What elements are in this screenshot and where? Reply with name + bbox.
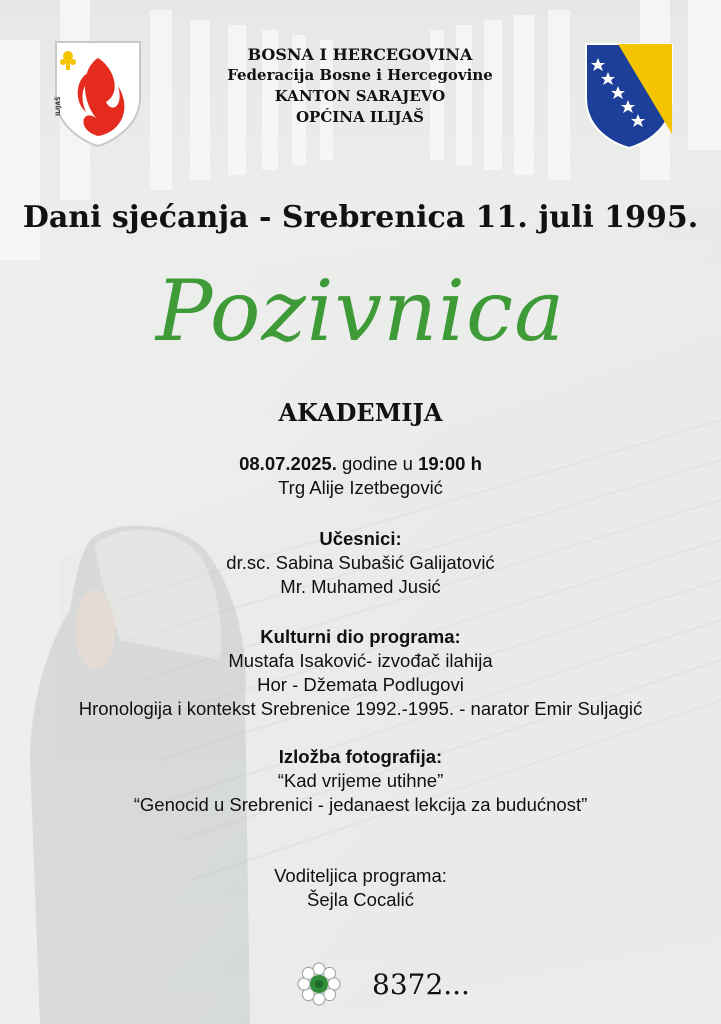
- participant-item: Mr. Muhamed Jusić: [280, 576, 441, 597]
- cultural-item: Hor - Džemata Podlugovi: [257, 674, 464, 695]
- exhibition-item: “Genocid u Srebrenici - jedanaest lekcija za budućnost”: [133, 794, 588, 815]
- event-datetime: [0, 452, 721, 476]
- event-subtitle: AKADEMIJA: [278, 398, 443, 427]
- host-name: Šejla Cocalić: [307, 889, 414, 910]
- participants-heading: Učesnici:: [319, 528, 402, 549]
- victims-count: 8372...: [372, 968, 470, 1001]
- event-date: 08.07.2025.: [239, 453, 337, 474]
- page-title: Dani sjećanja - Srebrenica 11. juli 1995.: [22, 200, 699, 235]
- cultural-item: Hronologija i kontekst Srebrenice 1992.-1995. - narator Emir Suljagić: [78, 698, 643, 719]
- event-date-suffix: godine u: [336, 453, 419, 474]
- event-place: Trg Alije Izetbegović: [278, 477, 443, 498]
- srebrenica-flower-icon: [297, 962, 341, 1006]
- bih-coat-of-arms-icon: [584, 42, 674, 150]
- header-municipality: OPĆINA ILIJAŠ: [295, 108, 425, 126]
- cultural-heading: Kulturni dio programa:: [260, 626, 461, 647]
- invitation-script-title: Pozivnica: [155, 262, 566, 360]
- event-time: 19:00 h: [418, 453, 482, 474]
- header-block: [180, 44, 540, 128]
- cultural-item: Mustafa Isaković- izvođač ilahija: [228, 650, 493, 671]
- ilijas-crest-icon: [52, 38, 144, 148]
- host-label: Voditeljica programa:: [274, 865, 447, 886]
- exhibition-heading: Izložba fotografija:: [278, 746, 443, 767]
- svg-text:ILIJAŠ: ILIJAŠ: [55, 96, 62, 116]
- exhibition-item: “Kad vrijeme utihne”: [277, 770, 444, 791]
- header-federation: Federacija Bosne i Hercegovine: [227, 66, 493, 84]
- header-canton: KANTON SARAJEVO: [274, 87, 446, 105]
- participant-item: dr.sc. Sabina Subašić Galijatović: [226, 552, 495, 573]
- header-country: BOSNA I HERCEGOVINA: [247, 45, 473, 64]
